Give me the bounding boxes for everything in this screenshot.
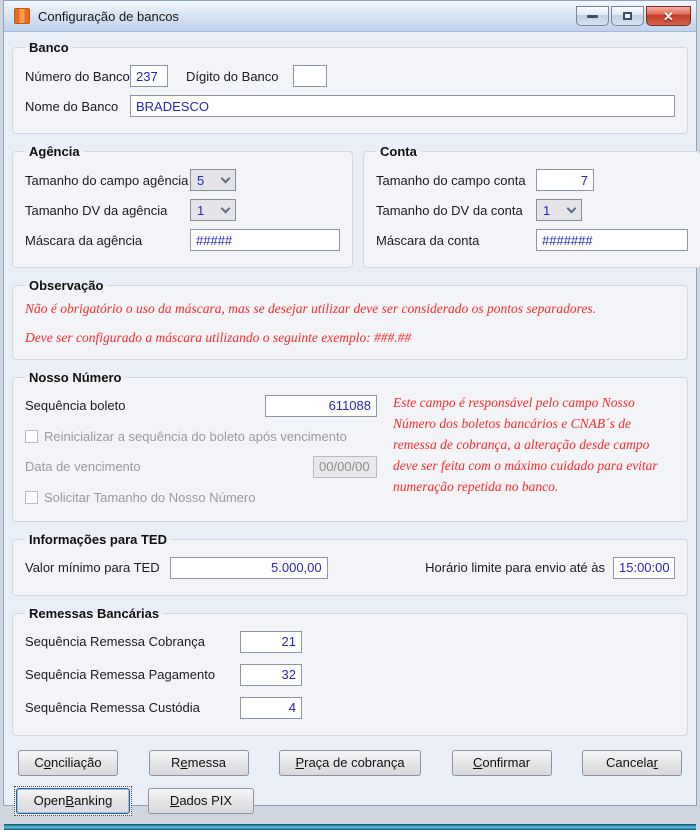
remessa-cobranca-row xyxy=(25,631,675,653)
sequencia-remessa-cobranca-input[interactable] xyxy=(240,631,302,653)
solicitar-tamanho-checkbox[interactable] xyxy=(25,491,38,504)
mascara-conta-input[interactable] xyxy=(536,229,688,251)
group-ted xyxy=(12,532,688,596)
group-agencia xyxy=(12,144,353,268)
valor-minimo-ted-label: Valor mínimo para TED xyxy=(25,560,160,576)
tamanho-dv-agencia-value: 1 xyxy=(197,202,205,218)
nome-banco-input[interactable] xyxy=(130,95,675,117)
cancelar-button[interactable]: Cancela r xyxy=(582,750,682,776)
tamanho-dv-conta-label: Tamanho do DV da conta xyxy=(376,202,523,218)
tamanho-dv-conta-value: 1 xyxy=(543,202,551,218)
reinicializar-sequencia-checkbox[interactable] xyxy=(25,430,38,443)
group-agencia-title: Agência xyxy=(29,144,80,159)
observacao-line-1: Não é obrigatório o uso da máscara, mas se desejar utilizar deve ser considerado os pontos separadores. xyxy=(25,301,596,316)
sequencia-remessa-pagamento-label: Sequência Remessa Pagamento xyxy=(25,667,216,683)
tamanho-campo-conta-label: Tamanho do campo conta xyxy=(376,172,526,188)
group-ted-title: Informações para TED xyxy=(29,531,167,547)
nosso-numero-note: Este campo é responsável pelo campo Nosso Número dos boletos bancários e CNAB´s de remessa de cobrança, a alteração desde campo deve ser feita com o máximo cuidado para evitar numeração repetida no banco. xyxy=(393,394,658,494)
horario-limite-input[interactable] xyxy=(613,557,675,579)
tamanho-dv-conta-select[interactable] xyxy=(536,199,582,221)
sequencia-remessa-custodia-label: Sequência Remessa Custódia xyxy=(25,700,200,716)
sequencia-remessa-custodia-input[interactable] xyxy=(240,697,302,719)
sequencia-boleto-label: Sequência boleto xyxy=(25,398,126,414)
horario-limite-label: Horário limite para envio até às xyxy=(425,560,605,576)
chevron-down-icon xyxy=(221,203,231,213)
window-title: Configuração de bancos xyxy=(38,8,179,24)
group-conta xyxy=(363,144,700,268)
tamanho-campo-agencia-label: Tamanho do campo agência xyxy=(25,172,189,188)
tamanho-dv-agencia-label: Tamanho DV da agência xyxy=(25,202,168,218)
observacao-line-2: Deve ser configurado a máscara utilizando o seguinte exemplo: ###.## xyxy=(25,329,412,345)
chevron-down-icon xyxy=(567,203,577,213)
group-conta-title: Conta xyxy=(380,144,417,159)
mascara-agencia-label: Máscara da agência xyxy=(25,232,143,248)
restore-icon xyxy=(623,12,632,20)
data-vencimento-input xyxy=(313,456,377,478)
remessa-button[interactable]: R e messa xyxy=(149,750,249,776)
digito-banco-label: Dígito do Banco xyxy=(186,68,279,84)
remessa-pagamento-row xyxy=(25,664,675,686)
close-icon: ✕ xyxy=(663,8,674,24)
open-banking-focus-marquee xyxy=(14,786,132,816)
numero-banco-label: Número do Banco xyxy=(25,68,130,84)
minimize-button[interactable] xyxy=(576,6,609,26)
group-banco-title: Banco xyxy=(29,40,69,55)
group-remessas-title: Remessas Bancárias xyxy=(29,605,160,621)
numero-banco-input[interactable] xyxy=(130,65,168,87)
chevron-down-icon xyxy=(221,173,231,183)
tamanho-campo-agencia-value: 5 xyxy=(197,172,205,188)
remessa-custodia-row xyxy=(25,697,675,719)
restore-button[interactable] xyxy=(611,6,644,26)
app-icon xyxy=(14,8,30,24)
sequencia-boleto-input[interactable] xyxy=(265,395,377,417)
mascara-conta-label: Máscara da conta xyxy=(376,232,480,248)
mascara-agencia-input[interactable] xyxy=(190,229,340,251)
group-observacao-title: Observação xyxy=(29,278,104,293)
sequencia-remessa-cobranca-label: Sequência Remessa Cobrança xyxy=(25,634,205,650)
sequencia-remessa-pagamento-input[interactable] xyxy=(240,664,302,686)
praca-de-cobranca-button[interactable]: P raça de cobrança xyxy=(279,750,421,776)
tamanho-campo-agencia-select[interactable] xyxy=(190,169,236,191)
minimize-icon xyxy=(587,15,598,18)
digito-banco-input[interactable] xyxy=(293,65,327,87)
dialog-body xyxy=(4,32,696,824)
group-nosso-numero xyxy=(12,370,688,522)
titlebar xyxy=(4,1,696,32)
dialog-configuracao-de-bancos xyxy=(3,0,697,809)
tamanho-campo-conta-input[interactable] xyxy=(536,169,594,191)
valor-minimo-ted-input[interactable] xyxy=(170,557,328,579)
group-banco xyxy=(12,40,688,134)
solicitar-tamanho-label: Solicitar Tamanho do Nosso Número xyxy=(44,489,256,505)
window-bottom-border xyxy=(4,824,696,830)
group-observacao xyxy=(12,278,688,360)
dados-pix-button[interactable]: D ados PIX xyxy=(148,788,254,814)
close-button[interactable] xyxy=(646,6,691,26)
data-vencimento-label: Data de vencimento xyxy=(25,459,141,475)
conciliacao-button[interactable]: C o nciliação xyxy=(18,750,118,776)
tamanho-dv-agencia-select[interactable] xyxy=(190,199,236,221)
confirmar-button[interactable]: C onfirmar xyxy=(452,750,552,776)
group-nosso-numero-title: Nosso Número xyxy=(29,369,122,385)
reinicializar-sequencia-label: Reinicializar a sequência do boleto após vencimento xyxy=(44,428,347,444)
nome-banco-label: Nome do Banco xyxy=(25,98,119,114)
open-banking-button[interactable]: Open B anking xyxy=(16,788,130,814)
group-remessas xyxy=(12,606,688,736)
